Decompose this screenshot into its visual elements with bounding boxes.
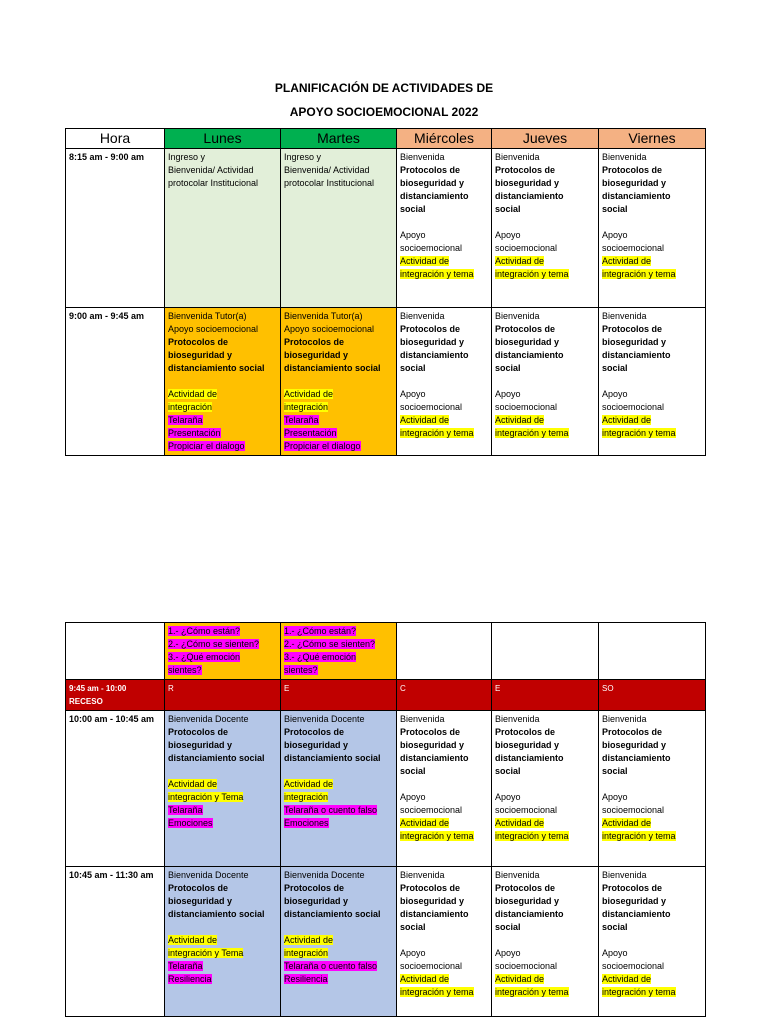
- cell-text: distanciamiento: [400, 350, 469, 360]
- cell-martes: [281, 308, 397, 456]
- cell-text: distanciamiento social: [168, 363, 265, 373]
- highlight-text: integración y tema: [495, 987, 569, 997]
- highlight-text: Emociones: [168, 818, 213, 828]
- cell-text: Protocolos de: [602, 324, 663, 334]
- header-row: [66, 129, 706, 149]
- highlight-text: 1.- ¿Cómo están?: [284, 626, 357, 636]
- cell-martes: [281, 867, 397, 1017]
- cell-text: protocolar Institucional: [168, 178, 259, 188]
- cell-text: socioemocional: [400, 961, 463, 971]
- cell-text: Protocolos de: [602, 165, 663, 175]
- highlight-text: integración y tema: [602, 428, 676, 438]
- header-jueves: Jueves: [492, 129, 599, 149]
- cell-lunes: [165, 149, 281, 308]
- time-cell: 8:15 am - 9:00 am: [66, 149, 165, 308]
- highlight-text: integración y tema: [602, 987, 676, 997]
- cell-viernes: [599, 308, 706, 456]
- cell-text: Bienvenida: [602, 152, 647, 162]
- highlight-text: Actividad de: [602, 818, 652, 828]
- cell-viernes: [599, 623, 706, 680]
- cell-jueves: [492, 867, 599, 1017]
- cell-text: distanciamiento: [495, 191, 564, 201]
- cell-text: Apoyo: [602, 948, 628, 958]
- cell-text: socioemocional: [400, 243, 463, 253]
- cell-text: Apoyo socioemocional: [168, 324, 259, 334]
- highlight-text: Presentación: [284, 428, 337, 438]
- highlight-text: integración: [284, 792, 329, 802]
- cell-text: Apoyo: [400, 792, 426, 802]
- cell-text: Bienvenida: [400, 870, 445, 880]
- table-row: [66, 711, 706, 867]
- cell-viernes: [599, 711, 706, 867]
- cell-text: Apoyo: [495, 948, 521, 958]
- table-row: [66, 308, 706, 456]
- receso-letter: R: [165, 680, 281, 711]
- cell-text: social: [400, 766, 426, 776]
- schedule-table-top: [65, 128, 706, 456]
- cell-text: bioseguridad y: [400, 178, 465, 188]
- cell-text: Protocolos de: [284, 883, 345, 893]
- cell-text: distanciamiento: [400, 909, 469, 919]
- table-row: [66, 867, 706, 1017]
- highlight-text: Resiliencia: [284, 974, 328, 984]
- highlight-text: Telaraña: [168, 415, 203, 425]
- cell-text: Bienvenida: [602, 870, 647, 880]
- cell-text: socioemocional: [495, 805, 558, 815]
- cell-text: Protocolos de: [168, 727, 229, 737]
- highlight-text: Emociones: [284, 818, 329, 828]
- cell-text: socioemocional: [495, 961, 558, 971]
- cell-text: Bienvenida: [400, 152, 445, 162]
- cell-viernes: [599, 149, 706, 308]
- cell-text: Protocolos de: [602, 727, 663, 737]
- cell-text: socioemocional: [602, 805, 665, 815]
- cell-jueves: [492, 308, 599, 456]
- cell-text: social: [602, 766, 628, 776]
- cell-text: social: [400, 363, 426, 373]
- cell-text: Protocolos de: [284, 727, 345, 737]
- highlight-text: Propiciar el dialogo: [284, 441, 361, 451]
- highlight-text: Telaraña: [168, 961, 203, 971]
- cell-text: Bienvenida Docente: [168, 870, 249, 880]
- cell-text: Protocolos de: [284, 337, 345, 347]
- cell-text: social: [495, 766, 521, 776]
- highlight-text: 3.- ¿Qué emoción: [168, 652, 241, 662]
- highlight-text: integración: [284, 948, 329, 958]
- cell-text: socioemocional: [400, 805, 463, 815]
- highlight-text: 2.- ¿Cómo se sienten?: [168, 639, 260, 649]
- highlight-text: Telaraña o cuento falso: [284, 805, 378, 815]
- cell-text: Bienvenida Docente: [284, 714, 365, 724]
- cell-text: distanciamiento: [602, 191, 671, 201]
- header-lunes: Lunes: [165, 129, 281, 149]
- cell-text: bioseguridad y: [400, 337, 465, 347]
- cell-text: Ingreso y: [284, 152, 322, 162]
- receso-letter: SO: [599, 680, 706, 711]
- highlight-text: integración: [284, 402, 329, 412]
- cell-text: socioemocional: [602, 402, 665, 412]
- cell-text: distanciamiento social: [168, 753, 265, 763]
- cell-text: Bienvenida Tutor(a): [168, 311, 247, 321]
- cell-text: bioseguridad y: [284, 896, 349, 906]
- cell-text: Apoyo: [495, 792, 521, 802]
- highlight-text: Actividad de: [284, 389, 334, 399]
- cell-text: Protocolos de: [400, 324, 461, 334]
- highlight-text: integración y tema: [602, 831, 676, 841]
- highlight-text: Telaraña: [284, 415, 319, 425]
- cell-lunes: [165, 623, 281, 680]
- highlight-text: Actividad de: [602, 415, 652, 425]
- cell-text: bioseguridad y: [168, 350, 233, 360]
- cell-text: Apoyo: [602, 792, 628, 802]
- cell-text: Apoyo: [602, 389, 628, 399]
- cell-text: distanciamiento: [400, 753, 469, 763]
- cell-text: Bienvenida Docente: [284, 870, 365, 880]
- cell-lunes: [165, 867, 281, 1017]
- cell-text: Apoyo: [602, 230, 628, 240]
- highlight-text: integración: [168, 402, 213, 412]
- cell-miercoles: [397, 149, 492, 308]
- cell-text: Bienvenida/ Actividad: [168, 165, 254, 175]
- cell-miercoles: [397, 711, 492, 867]
- highlight-text: integración y tema: [495, 831, 569, 841]
- highlight-text: Actividad de: [495, 818, 545, 828]
- cell-text: Apoyo: [400, 389, 426, 399]
- highlight-text: integración y tema: [400, 831, 474, 841]
- time-cell: [66, 623, 165, 680]
- highlight-text: Actividad de: [602, 974, 652, 984]
- receso-label: RECESO: [69, 697, 103, 706]
- cell-text: socioemocional: [400, 402, 463, 412]
- time-cell: 10:00 am - 10:45 am: [66, 711, 165, 867]
- cell-text: Bienvenida: [495, 714, 540, 724]
- highlight-text: Telaraña o cuento falso: [284, 961, 378, 971]
- cell-text: social: [495, 922, 521, 932]
- highlight-text: Actividad de: [602, 256, 652, 266]
- cell-text: distanciamiento: [495, 350, 564, 360]
- highlight-text: Actividad de: [284, 935, 334, 945]
- cell-text: Protocolos de: [495, 324, 556, 334]
- cell-text: distanciamiento: [602, 350, 671, 360]
- cell-text: Bienvenida: [495, 311, 540, 321]
- receso-row: [66, 680, 706, 711]
- cell-text: social: [400, 922, 426, 932]
- cell-text: Apoyo: [400, 230, 426, 240]
- table-row: [66, 149, 706, 308]
- cell-text: distanciamiento social: [168, 909, 265, 919]
- cell-text: Bienvenida: [495, 870, 540, 880]
- header-miercoles: Miércoles: [397, 129, 492, 149]
- highlight-text: Resiliencia: [168, 974, 212, 984]
- cell-text: 9:45 am - 10:00: [69, 684, 127, 693]
- header-martes: Martes: [281, 129, 397, 149]
- highlight-text: Presentación: [168, 428, 221, 438]
- cell-text: distanciamiento: [495, 753, 564, 763]
- cell-text: Protocolos de: [495, 883, 556, 893]
- highlight-text: integración y tema: [495, 269, 569, 279]
- cell-text: socioemocional: [602, 961, 665, 971]
- cell-text: distanciamiento social: [284, 909, 381, 919]
- cell-text: bioseguridad y: [495, 337, 560, 347]
- cell-text: Apoyo socioemocional: [284, 324, 375, 334]
- cell-miercoles: [397, 867, 492, 1017]
- document-title-line2: APOYO SOCIOEMOCIONAL 2022: [289, 105, 479, 119]
- cell-miercoles: [397, 623, 492, 680]
- time-cell: 10:45 am - 11:30 am: [66, 867, 165, 1017]
- highlight-text: Actividad de: [495, 974, 545, 984]
- schedule-table-bottom: [65, 622, 706, 1017]
- cell-text: bioseguridad y: [168, 896, 233, 906]
- cell-text: bioseguridad y: [602, 896, 667, 906]
- highlight-text: integración y tema: [495, 428, 569, 438]
- cell-text: Bienvenida/ Actividad: [284, 165, 370, 175]
- cell-text: protocolar Institucional: [284, 178, 375, 188]
- receso-letter: E: [492, 680, 599, 711]
- highlight-text: integración y Tema: [168, 948, 244, 958]
- cell-text: social: [495, 204, 521, 214]
- cell-text: Protocolos de: [168, 883, 229, 893]
- cell-viernes: [599, 867, 706, 1017]
- highlight-text: integración y tema: [602, 269, 676, 279]
- highlight-text: integración y tema: [400, 428, 474, 438]
- highlight-text: Actividad de: [168, 389, 218, 399]
- cell-text: bioseguridad y: [602, 337, 667, 347]
- cell-text: bioseguridad y: [284, 350, 349, 360]
- cell-martes: [281, 149, 397, 308]
- cell-jueves: [492, 149, 599, 308]
- cell-text: bioseguridad y: [168, 740, 233, 750]
- cell-text: socioemocional: [602, 243, 665, 253]
- cell-text: Apoyo: [495, 389, 521, 399]
- highlight-text: 3.- ¿Qué emoción: [284, 652, 357, 662]
- receso-letter: C: [397, 680, 492, 711]
- cell-text: social: [495, 363, 521, 373]
- cell-text: Protocolos de: [495, 727, 556, 737]
- highlight-text: Actividad de: [400, 415, 450, 425]
- cell-text: distanciamiento social: [284, 363, 381, 373]
- highlight-text: 2.- ¿Cómo se sienten?: [284, 639, 376, 649]
- cell-text: Bienvenida: [400, 311, 445, 321]
- cell-text: Ingreso y: [168, 152, 206, 162]
- cell-lunes: [165, 711, 281, 867]
- cell-text: Bienvenida: [602, 714, 647, 724]
- cell-text: bioseguridad y: [495, 740, 560, 750]
- cell-text: Bienvenida Tutor(a): [284, 311, 363, 321]
- highlight-text: Actividad de: [284, 779, 334, 789]
- highlight-text: Actividad de: [400, 256, 450, 266]
- cell-text: social: [400, 204, 426, 214]
- cell-text: Bienvenida Docente: [168, 714, 249, 724]
- table-row: [66, 623, 706, 680]
- header-viernes: Viernes: [599, 129, 706, 149]
- highlight-text: integración y tema: [400, 269, 474, 279]
- cell-text: bioseguridad y: [602, 178, 667, 188]
- cell-text: Protocolos de: [168, 337, 229, 347]
- cell-text: Protocolos de: [602, 883, 663, 893]
- cell-text: Protocolos de: [495, 165, 556, 175]
- cell-jueves: [492, 623, 599, 680]
- cell-text: Protocolos de: [400, 727, 461, 737]
- cell-text: Bienvenida: [602, 311, 647, 321]
- cell-text: distanciamiento: [400, 191, 469, 201]
- cell-text: Apoyo: [400, 948, 426, 958]
- cell-text: Protocolos de: [400, 165, 461, 175]
- cell-text: bioseguridad y: [602, 740, 667, 750]
- cell-text: Bienvenida: [400, 714, 445, 724]
- highlight-text: integración y tema: [400, 987, 474, 997]
- cell-text: distanciamiento: [602, 909, 671, 919]
- cell-text: social: [602, 363, 628, 373]
- time-cell: [66, 680, 165, 711]
- cell-miercoles: [397, 308, 492, 456]
- cell-text: distanciamiento: [602, 753, 671, 763]
- highlight-text: Actividad de: [495, 415, 545, 425]
- cell-text: Apoyo: [495, 230, 521, 240]
- cell-text: bioseguridad y: [495, 178, 560, 188]
- receso-letter: E: [281, 680, 397, 711]
- cell-lunes: [165, 308, 281, 456]
- cell-jueves: [492, 711, 599, 867]
- highlight-text: sientes?: [284, 665, 318, 675]
- highlight-text: Actividad de: [168, 779, 218, 789]
- header-hora: Hora: [66, 129, 165, 149]
- highlight-text: Actividad de: [400, 818, 450, 828]
- cell-text: Protocolos de: [400, 883, 461, 893]
- cell-text: distanciamiento: [495, 909, 564, 919]
- document-title-line1: PLANIFICACIÓN DE ACTIVIDADES DE: [274, 81, 494, 95]
- cell-text: social: [602, 922, 628, 932]
- cell-text: distanciamiento social: [284, 753, 381, 763]
- time-cell: 9:00 am - 9:45 am: [66, 308, 165, 456]
- cell-martes: [281, 623, 397, 680]
- cell-text: social: [602, 204, 628, 214]
- cell-text: Bienvenida: [495, 152, 540, 162]
- highlight-text: sientes?: [168, 665, 202, 675]
- highlight-text: Actividad de: [495, 256, 545, 266]
- cell-text: bioseguridad y: [400, 896, 465, 906]
- cell-text: socioemocional: [495, 243, 558, 253]
- cell-text: bioseguridad y: [495, 896, 560, 906]
- highlight-text: Telaraña: [168, 805, 203, 815]
- highlight-text: 1.- ¿Cómo están?: [168, 626, 241, 636]
- cell-martes: [281, 711, 397, 867]
- highlight-text: Actividad de: [400, 974, 450, 984]
- highlight-text: Actividad de: [168, 935, 218, 945]
- cell-text: bioseguridad y: [400, 740, 465, 750]
- highlight-text: integración y Tema: [168, 792, 244, 802]
- cell-text: bioseguridad y: [284, 740, 349, 750]
- cell-text: socioemocional: [495, 402, 558, 412]
- highlight-text: Propiciar el dialogo: [168, 441, 245, 451]
